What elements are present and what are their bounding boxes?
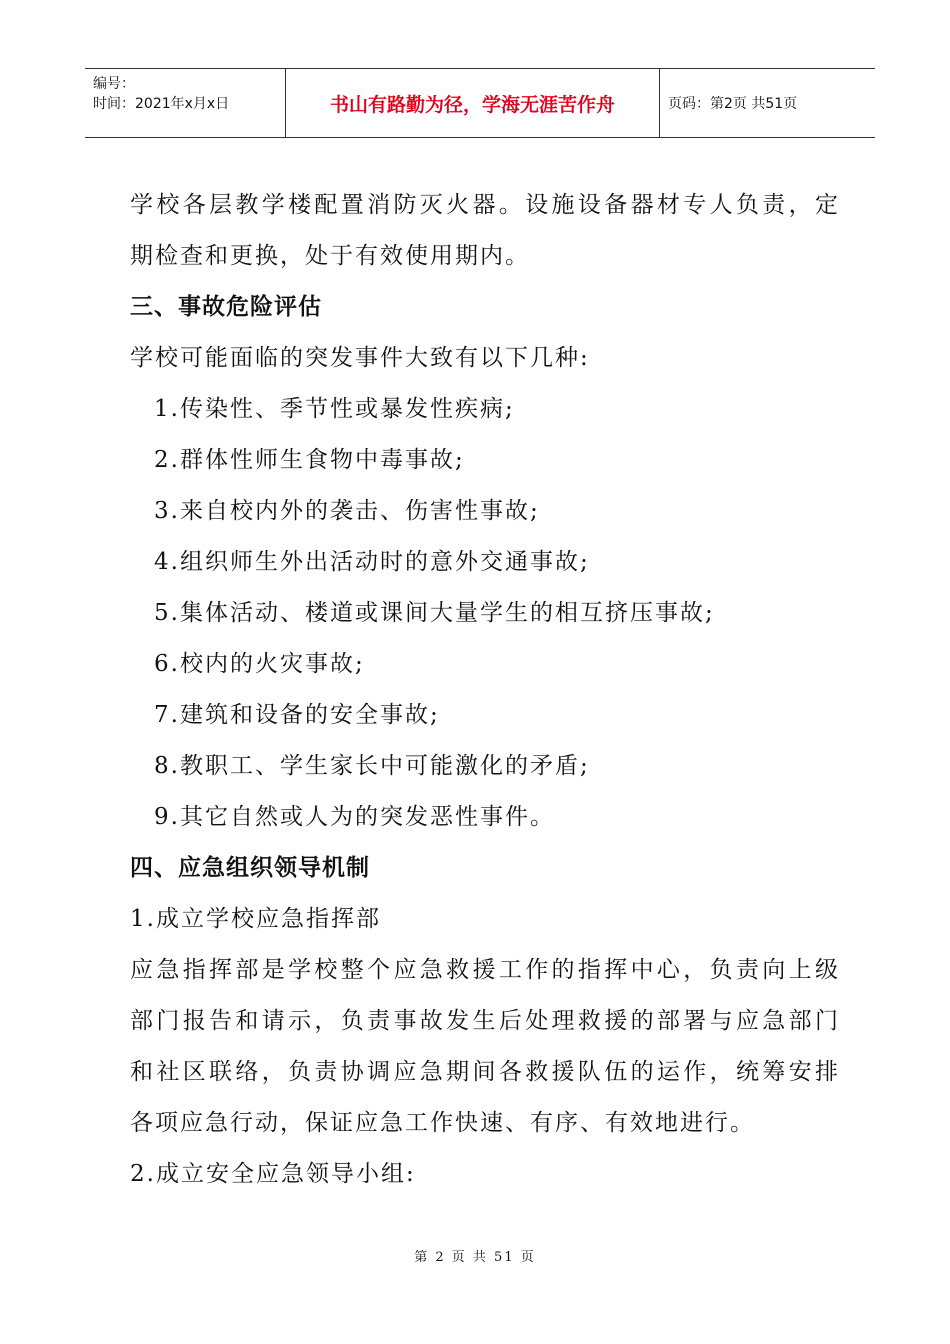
list-item: 8.教职工、学生家长中可能激化的矛盾; <box>154 753 590 779</box>
list-item: 4.组织师生外出活动时的意外交通事故; <box>154 549 590 575</box>
paragraph-line: 期检查和更换，处于有效使用期内。 <box>130 243 530 269</box>
subsection-heading: 2.成立安全应急领导小组: <box>130 1161 416 1187</box>
subsection-heading: 1.成立学校应急指挥部 <box>130 906 381 932</box>
section-heading: 三、事故危险评估 <box>130 294 322 320</box>
list-item: 9.其它自然或人为的突发恶性事件。 <box>154 804 555 830</box>
paragraph-line: 部门报告和请示，负责事故发生后处理救援的部署与应急部门 <box>130 1008 840 1034</box>
page-footer: 第 2 页 共 51 页 <box>414 1250 536 1265</box>
paragraph-line: 学校各层教学楼配置消防灭火器。设施设备器材专人负责，定 <box>130 192 840 218</box>
list-item: 1.传染性、季节性或暴发性疾病; <box>154 396 515 422</box>
header-meta-cell <box>85 69 285 137</box>
section-heading: 四、应急组织领导机制 <box>130 855 370 881</box>
paragraph-line: 和社区联络，负责协调应急期间各救援队伍的运作，统筹安排 <box>130 1059 840 1085</box>
list-item: 2.群体性师生食物中毒事故; <box>154 447 465 473</box>
list-item: 5.集体活动、楼道或课间大量学生的相互挤压事故; <box>154 600 715 626</box>
list-item: 7.建筑和设备的安全事故; <box>154 702 440 728</box>
list-item: 3.来自校内外的袭击、伤害性事故; <box>154 498 540 524</box>
header-page-info: 页码：第2页 共51页 <box>668 96 798 112</box>
paragraph-line: 各项应急行动，保证应急工作快速、有序、有效地进行。 <box>130 1110 755 1136</box>
paragraph-line: 应急指挥部是学校整个应急救援工作的指挥中心，负责向上级 <box>130 957 840 983</box>
document-body <box>130 180 840 1200</box>
header-motto: 书山有路勤为径，学海无涯苦作舟 <box>329 93 615 116</box>
list-item: 6.校内的火灾事故; <box>154 651 365 677</box>
document-number-label: 编号： <box>93 76 135 92</box>
document-header <box>85 68 875 138</box>
document-time-label: 时间：2021年x月x日 <box>93 96 230 112</box>
section-intro: 学校可能面临的突发事件大致有以下几种: <box>130 345 590 371</box>
